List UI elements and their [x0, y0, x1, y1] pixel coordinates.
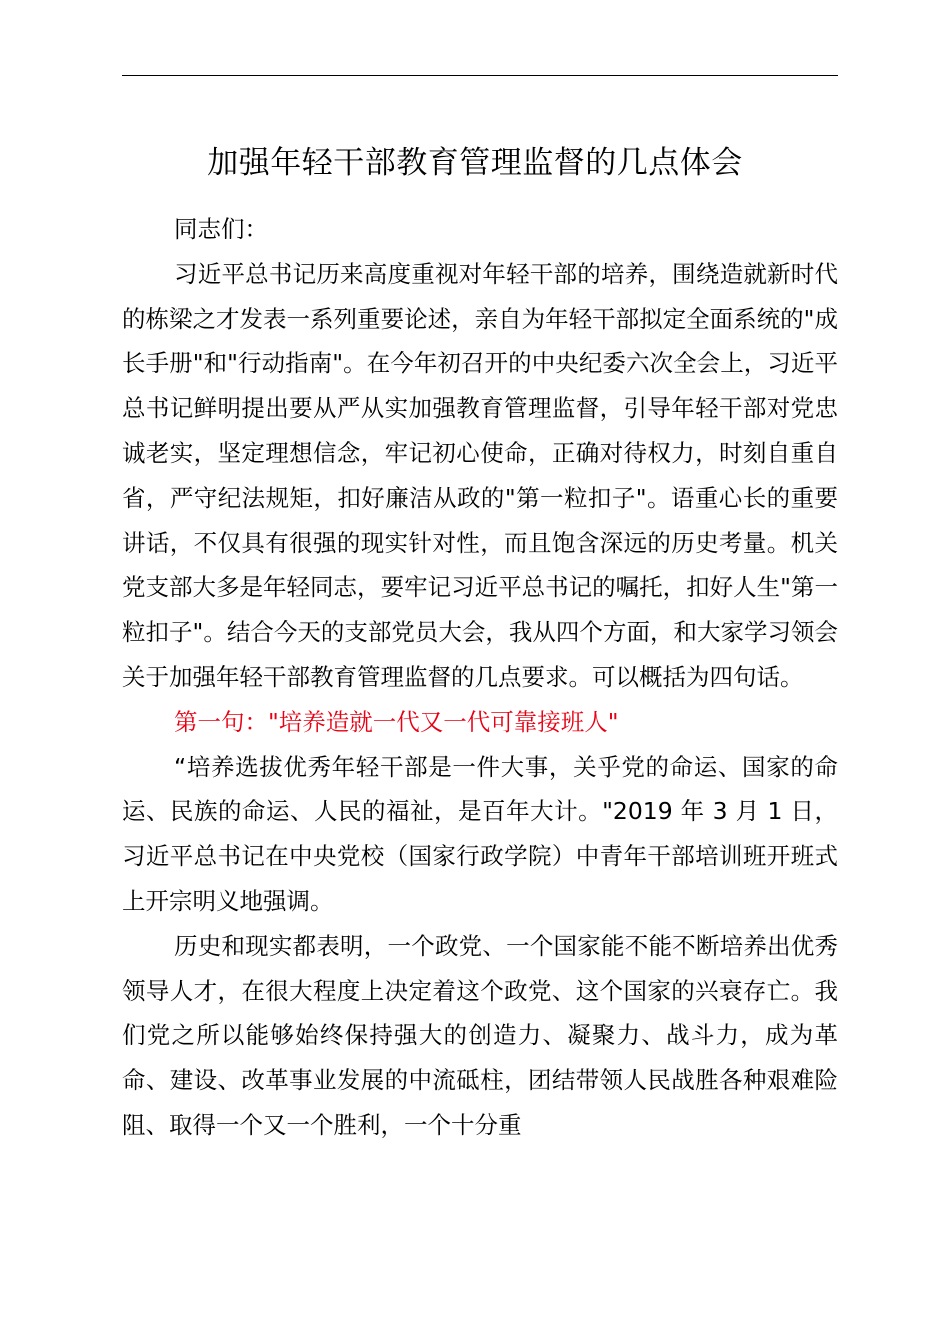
body-paragraph: “培养选拔优秀年轻干部是一件大事，关乎党的命运、国家的命运、民族的命运、人民的福祉，是百年大计。"2019 年 3 月 1 日，习近平总书记在中央党校（国家行政学院）中青年干部培训班开班式上开宗明义地强调。	[122, 752, 838, 915]
header-rule	[122, 75, 838, 76]
body-paragraph: 习近平总书记历来高度重视对年轻干部的培养，围绕造就新时代的栋梁之才发表一系列重要论述，亲自为年轻干部拟定全面系统的"成长手册"和"行动指南"。在今年初召开的中央纪委六次全会上，习近平总书记鲜明提出要从严从实加强教育管理监督，引导年轻干部对党忠诚老实，坚定理想信念，牢记初心使命，正确对待权力，时刻自重自省，严守纪法规矩，扣好廉洁从政的"第一粒扣子"。语重心长的重要讲话，不仅具有很强的现实针对性，而且饱含深远的历史考量。机关党支部大多是年轻同志，要牢记习近平总书记的嘱托，扣好人生"第一粒扣子"。结合今天的支部党员大会，我从四个方面，和大家学习领会关于加强年轻干部教育管理监督的几点要求。可以概括为四句话。	[122, 259, 838, 691]
section-heading: 第一句："培养造就一代又一代可靠接班人"	[174, 707, 619, 736]
salutation: 同志们：	[174, 215, 268, 243]
body-paragraph: 历史和现实都表明，一个政党、一个国家能不能不断培养出优秀领导人才，在很大程度上决定着这个政党、这个国家的兴衰存亡。我们党之所以能够始终保持强大的创造力、凝聚力、战斗力，成为革命、建设、改革事业发展的中流砥柱，团结带领人民战胜各种艰难险阻、取得一个又一个胜利，一个十分重	[122, 931, 838, 1139]
document-body	[122, 207, 838, 1148]
document-title: 加强年轻干部教育管理监督的几点体会	[207, 145, 743, 181]
